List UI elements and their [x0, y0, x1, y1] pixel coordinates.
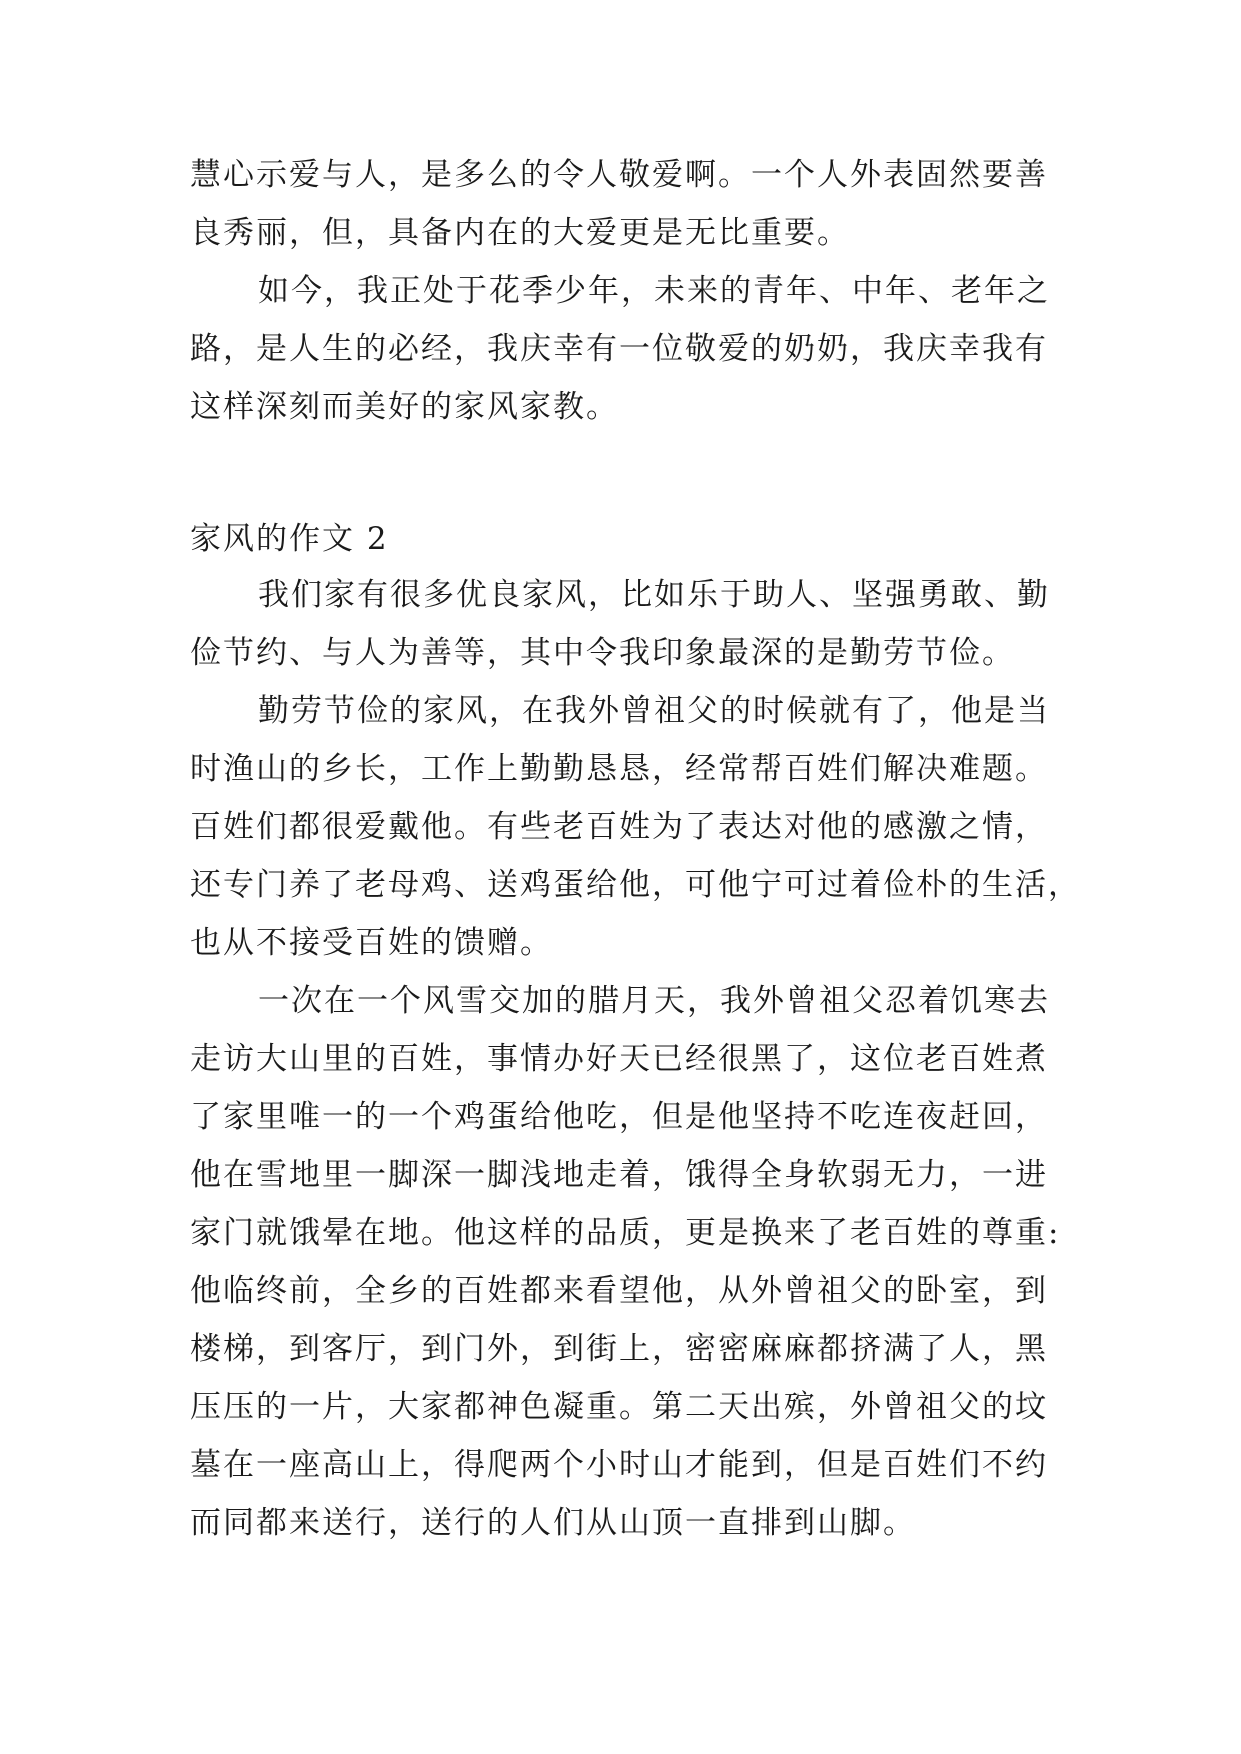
- paragraph-line: 家门就饿晕在地。他这样的品质，更是换来了老百姓的尊重:: [190, 1215, 1061, 1251]
- essay-1-tail: [190, 146, 1050, 436]
- paragraph-line: 时渔山的乡长，工作上勤勤恳恳，经常帮百姓们解决难题。: [190, 751, 1048, 787]
- essay-2-title: 家风的作文 2: [190, 521, 389, 557]
- essay-2-body: [190, 566, 1081, 1552]
- paragraph-line: 了家里唯一的一个鸡蛋给他吃，但是他坚持不吃连夜赶回，: [190, 1099, 1048, 1135]
- paragraph-line: 良秀丽，但，具备内在的大爱更是无比重要。: [190, 215, 850, 251]
- paragraph-line: 走访大山里的百姓，事情办好天已经很黑了，这位老百姓煮: [190, 1041, 1048, 1077]
- paragraph-line: 这样深刻而美好的家风家教。: [190, 389, 619, 425]
- paragraph-line: 慧心示爱与人，是多么的令人敬爱啊。一个人外表固然要善: [190, 157, 1048, 193]
- paragraph-line: 勤劳节俭的家风，在我外曾祖父的时候就有了，他是当: [258, 693, 1050, 729]
- paragraph-line: 如今，我正处于花季少年，未来的青年、中年、老年之: [258, 273, 1050, 309]
- paragraph-line: 楼梯，到客厅，到门外，到街上，密密麻麻都挤满了人，黑: [190, 1331, 1048, 1367]
- paragraph-line: 一次在一个风雪交加的腊月天，我外曾祖父忍着饥寒去: [258, 983, 1050, 1019]
- paragraph-line: 俭节约、与人为善等，其中令我印象最深的是勤劳节俭。: [190, 635, 1015, 671]
- paragraph-line: 压压的一片，大家都神色凝重。第二天出殡，外曾祖父的坟: [190, 1389, 1048, 1425]
- paragraph-line: 墓在一座高山上，得爬两个小时山才能到，但是百姓们不约: [190, 1447, 1048, 1483]
- paragraph-line: 而同都来送行，送行的人们从山顶一直排到山脚。: [190, 1505, 916, 1541]
- paragraph-line: 百姓们都很爱戴他。有些老百姓为了表达对他的感激之情，: [190, 809, 1048, 845]
- paragraph-line: 他临终前，全乡的百姓都来看望他，从外曾祖父的卧室，到: [190, 1273, 1048, 1309]
- paragraph-line: 他在雪地里一脚深一脚浅地走着，饿得全身软弱无力，一进: [190, 1157, 1048, 1193]
- paragraph-line: 我们家有很多优良家风，比如乐于助人、坚强勇敢、勤: [258, 577, 1050, 613]
- paragraph-line: 还专门养了老母鸡、送鸡蛋给他，可他宁可过着俭朴的生活，: [190, 867, 1081, 903]
- paragraph-line: 也从不接受百姓的馈赠。: [190, 925, 553, 961]
- paragraph-line: 路，是人生的必经，我庆幸有一位敬爱的奶奶，我庆幸我有: [190, 331, 1048, 367]
